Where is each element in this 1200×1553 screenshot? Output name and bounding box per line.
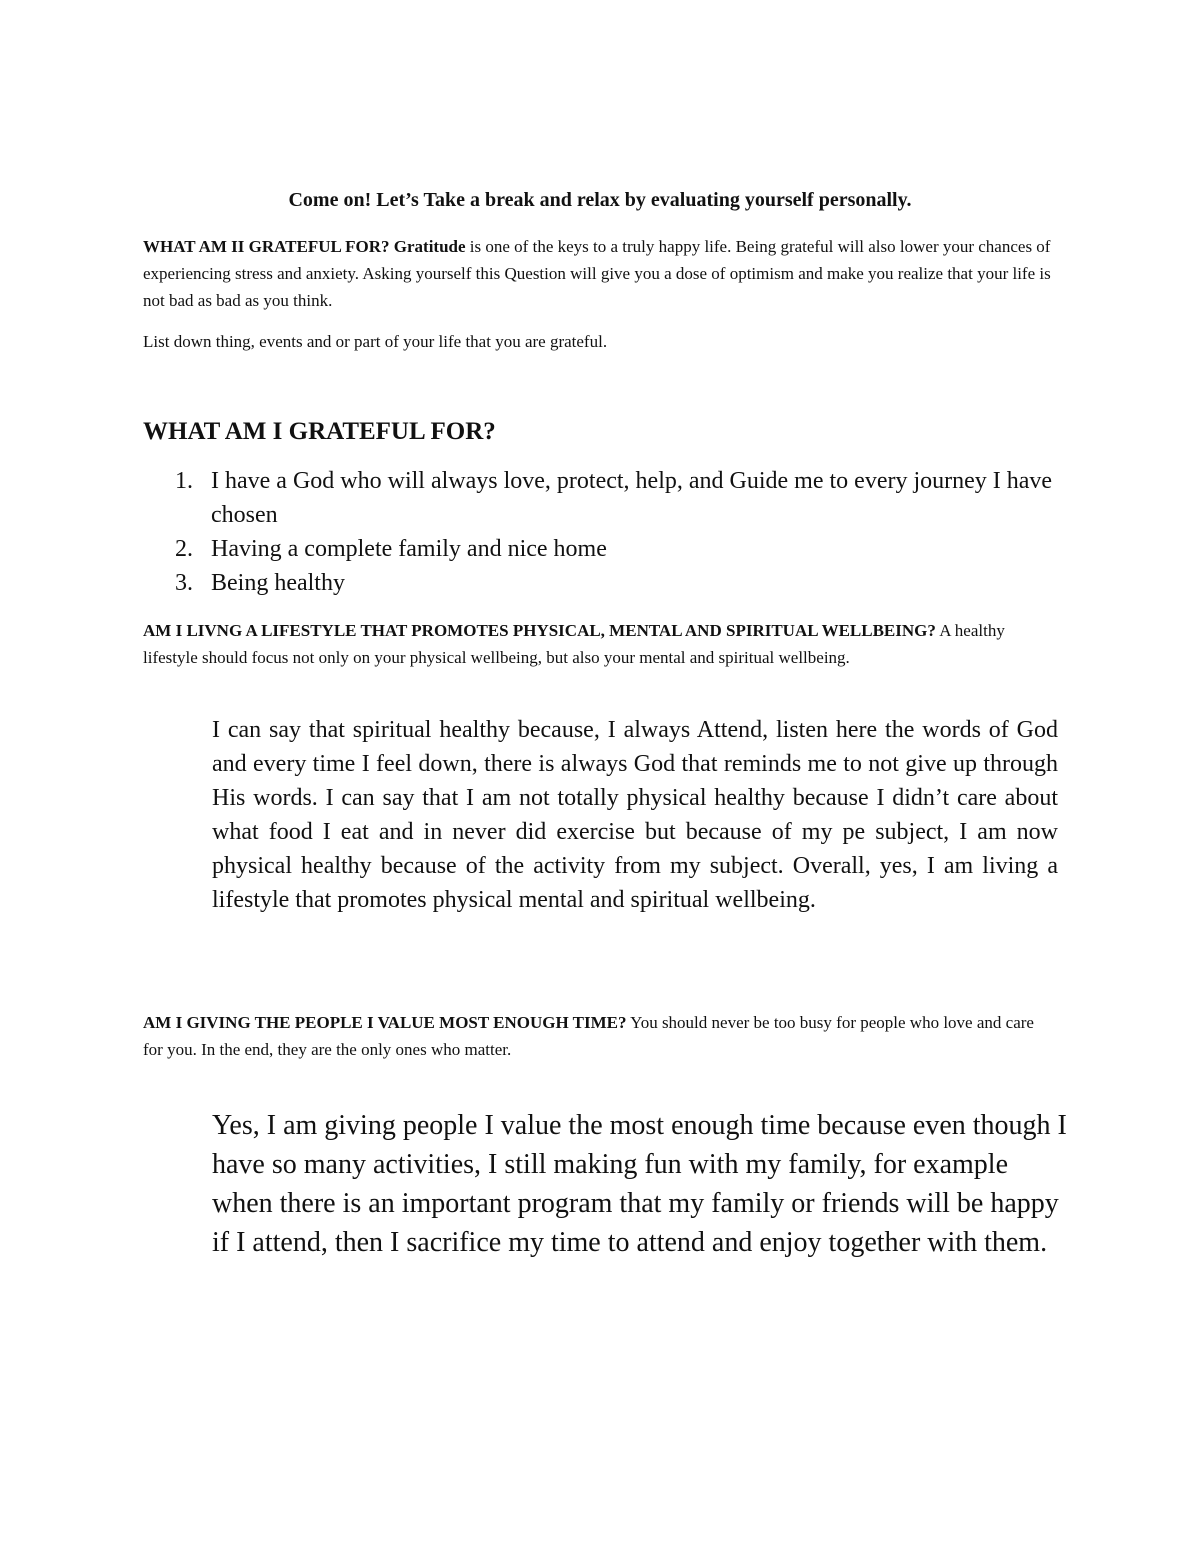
question-1-heading: WHAT AM II GRATEFUL FOR? Gratitude — [143, 237, 466, 256]
grateful-section-heading: WHAT AM I GRATEFUL FOR? — [143, 418, 496, 445]
question-2-paragraph — [143, 617, 1058, 671]
question-3-paragraph — [143, 1009, 1058, 1063]
grateful-list — [143, 464, 1058, 600]
question-1-paragraph — [143, 233, 1058, 314]
intro-title: Come on! Let’s Take a break and relax by evaluating yourself personally. — [288, 189, 912, 211]
question-1-instruction: List down thing, events and or part of your life that you are grateful. — [143, 332, 608, 351]
list-item — [143, 464, 1058, 532]
question-1-body: is one of the keys to a truly happy life. Being grateful will also lower your chances of experiencing stress and anxiety. Asking yourself this Question will give you a dose of optimism and make you realize that your life is not bad as bad as you think. — [143, 237, 1051, 310]
list-item-number: 1. — [175, 468, 193, 494]
question-3-heading: AM I GIVING THE PEOPLE I VALUE MOST ENOUGH TIME? — [143, 1013, 627, 1032]
question-2-answer: I can say that spiritual healthy because, I always Attend, listen here the words of God and every time I feel down, there is always God that reminds me to not give up through His words. I can say that I am not totally physical healthy because I didn’t care about what food I eat and in never did exercise but because of my pe subject, I am now physical healthy because of the activity from my subject. Overall, yes, I am living a lifestyle that promotes physical mental and spiritual wellbeing. — [212, 717, 1058, 913]
question-2-body: A healthy lifestyle should focus not only on your physical wellbeing, but also your mental and spiritual wellbeing. — [143, 621, 1005, 667]
list-item-number: 3. — [175, 570, 193, 596]
list-item-text: I have a God who will always love, protect, help, and Guide me to every journey I have chosen — [211, 468, 1053, 528]
list-item-text: Being healthy — [211, 570, 345, 596]
question-2-heading: AM I LIVNG A LIFESTYLE THAT PROMOTES PHYSICAL, MENTAL AND SPIRITUAL WELLBEING? — [143, 621, 936, 640]
question-3-body: You should never be too busy for people who love and care for you. In the end, they are the only ones who matter. — [143, 1013, 1034, 1059]
question-3-answer: Yes, I am giving people I value the most enough time because even though I have so many activities, I still making fun with my family, for example when there is an important program that my family or friends will be happy if I attend, then I sacrifice my time to attend and enjoy together with them. — [212, 1110, 1067, 1258]
list-item — [143, 532, 1058, 566]
list-item-text: Having a complete family and nice home — [211, 536, 607, 562]
list-item — [143, 566, 1058, 600]
list-item-number: 2. — [175, 536, 193, 562]
